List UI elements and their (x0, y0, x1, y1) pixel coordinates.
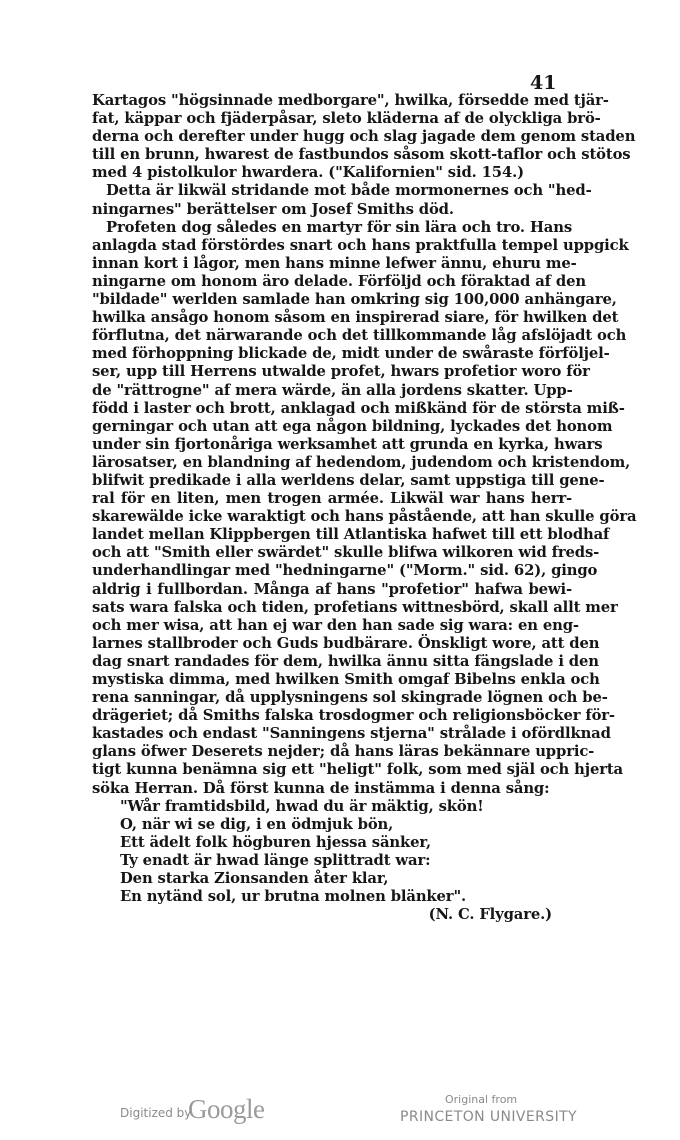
text-line: ser, upp till Herrens utwalde profet, hwars profetior woro för (92, 363, 590, 381)
text-line: underhandlingar med "hedningarne" ("Morm." sid. 62), gingo (92, 562, 598, 580)
text-line: drägeriet; då Smiths falska trosdogmer och religionsböcker för- (92, 707, 615, 725)
digitized-by-label: Digitized by (120, 1106, 192, 1120)
text-line: gerningar och utan att ega någon bildning, lyckades det honom (92, 417, 613, 435)
paragraph-2 (92, 182, 592, 218)
text-line: skarewälde icke waraktigt och hans påstående, att han skulle göra (92, 508, 637, 526)
text-line: blifwit predikade i alla werldens delar, samt uppstiga till gene- (92, 471, 605, 489)
text-line: under sin fjortonåriga werksamhet att grunda en kyrka, hwars (92, 435, 603, 453)
poem-line: Ty enadt är hwad länge splittradt war: (120, 851, 431, 869)
text-line: mystiska dimma, med hwilken Smith omgaf Bibelns enkla och (92, 671, 600, 688)
text-line: Profeten dog således en martyr för sin lära och tro. Hans (106, 218, 572, 236)
poem-line: "Wår framtidsbild, hwad du är mäktig, skön! (120, 797, 484, 815)
text-line: rena sanningar, då upplysningens sol skingrade lögnen och be- (92, 689, 608, 707)
text-line: glans öfwer Deserets nejder; då hans läras bekännare uppric- (92, 743, 595, 761)
text-line: aldrig i fullbordan. Många af hans "profetior" hafwa bewi- (92, 580, 572, 598)
digitization-footer (0, 1088, 680, 1128)
text-line: landet mellan Klippbergen till Atlantiska hafwet till ett blodhaf (92, 526, 610, 544)
text-line: innan kort i lågor, men hans minne lefwer ännu, ehuru me- (92, 254, 577, 272)
text-line: ral för en liten, men trogen armée. Likwäl war hans herr- (92, 490, 572, 508)
text-line: med förhoppning blickade de, midt under de swåraste förföljel- (92, 345, 610, 363)
text-line: och mer wisa, att han ej war den han sade sig wara: en eng- (92, 616, 579, 634)
poem-line: O, när wi se dig, i en ödmjuk bön, (120, 815, 394, 833)
text-line: född i laster och brott, anklagad och mißkänd för de största miß- (92, 399, 625, 417)
paragraph-1 (92, 92, 636, 182)
text-line: "bildade" werlden samlade han omkring sig 100,000 anhängare, (92, 291, 617, 309)
poem-line: Den starka Zionsanden åter klar, (120, 870, 389, 888)
text-line: kastades och endast "Sanningens stjerna" strålade i ofördlknad (92, 725, 611, 743)
text-line: ningarnes" berättelser om Josef Smiths död. (92, 200, 454, 218)
text-line: söka Herran. Då först kunna de instämma i denna sång: (92, 779, 550, 797)
original-from-label: Original from (445, 1093, 518, 1106)
poem (92, 798, 572, 925)
text-line: förflutna, det närwarande och det tillkommande låg afslöjadt och (92, 327, 627, 345)
text-line: ningarne om honom äro delade. Förföljd och föraktad af den (92, 272, 586, 290)
text-line: tigt kunna benämna sig ett "heligt" folk, som med själ och hjerta (92, 761, 623, 779)
body-text (92, 92, 637, 924)
poem-line: En nytänd sol, ur brutna molnen blänker". (120, 888, 466, 906)
poem-line: Ett ädelt folk högburen hjessa sänker, (120, 833, 431, 851)
text-line: Kartagos "högsinnade medborgare", hwilka, försedde med tjär- (92, 92, 609, 109)
text-line: med 4 pistolkulor hwardera. ("Kalifornien" sid. 154.) (92, 164, 524, 182)
text-line: derna och derefter under hugg och slag jagade dem genom staden (92, 128, 636, 146)
text-line: sats wara falska och tiden, profetians wittnesbörd, skall allt mer (92, 598, 618, 616)
text-line: dag snart randades för dem, hwilka ännu sitta fängslade i den (92, 652, 599, 670)
text-line: Detta är likwäl stridande mot både mormonernes och "hed- (106, 182, 592, 200)
text-line: de "rättrogne" af mera wärde, än alla jordens skatter. Upp- (92, 381, 573, 399)
institution-name: PRINCETON UNIVERSITY (400, 1109, 578, 1125)
poem-signature: (N. C. Flygare.) (428, 906, 552, 924)
text-line: larnes stallbroder och Guds budbärare. Önskligt wore, att den (92, 634, 600, 652)
text-line: och att "Smith eller swärdet" skulle blifwa wilkoren wid freds- (92, 544, 600, 562)
paragraph-3 (92, 218, 637, 798)
text-line: fat, käppar och fjäderpåsar, sleto kläderna af de olyckliga brö- (92, 110, 601, 128)
page-number: 41 (530, 72, 557, 94)
text-line: anlagda stad förstördes snart och hans praktfulla tempel uppgick (92, 236, 629, 254)
text-line: till en brunn, hwarest de fastbundos såsom skott-taflor och stötos (92, 146, 631, 164)
google-logo: Google (188, 1094, 265, 1124)
text-line: hwilka ansågo honom såsom en inspirerad siare, för hwilken det (92, 309, 619, 327)
text-line: lärosatser, en blandning af hedendom, judendom och kristendom, (92, 453, 631, 471)
